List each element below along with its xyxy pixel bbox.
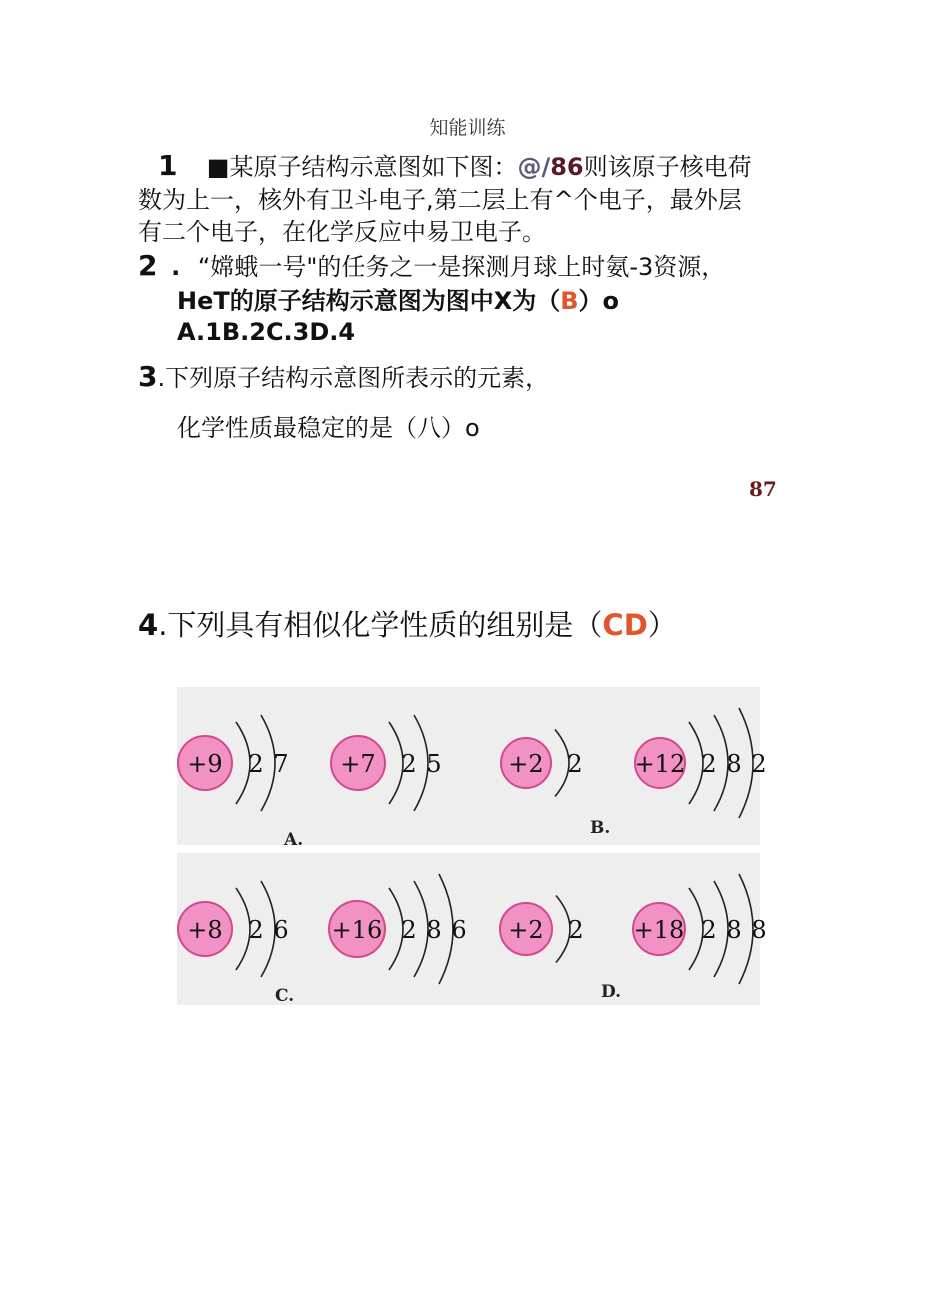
question-2-line-2-suffix: ）o xyxy=(578,287,620,315)
electron-count: 8 xyxy=(426,916,442,944)
atom-diagram xyxy=(633,874,767,984)
electron-count: 2 xyxy=(401,750,417,778)
atom-diagram xyxy=(331,715,442,811)
atom-diagram xyxy=(178,715,289,811)
electron-count: 7 xyxy=(273,750,289,778)
atom-diagram xyxy=(329,874,467,984)
question-2-line-2 xyxy=(177,285,619,317)
question-1-line-2: 数为上一，核外有卫斗电子,第二层上有^个电子，最外层 xyxy=(138,186,742,214)
electron-count: 8 xyxy=(751,916,767,944)
question-2-answer: B xyxy=(560,287,579,315)
question-2-line-1-text: “嫦蛾一号"的任务之一是探测月球上时氨-3资源， xyxy=(197,253,726,281)
question-3-line-2: 化学性质最稳定的是（八）o xyxy=(177,414,480,442)
question-4-text-prefix: .下列具有相似化学性质的组别是（ xyxy=(158,608,603,642)
electron-count: 8 xyxy=(726,750,742,778)
question-4-text-suffix: ） xyxy=(647,608,677,642)
question-1-line-1 xyxy=(158,150,752,183)
option-label: C. xyxy=(275,986,295,1006)
nucleus-charge: +7 xyxy=(340,750,376,778)
question-4-answer: CD xyxy=(602,608,648,642)
question-2-dot: . xyxy=(171,253,181,281)
page-title: 知能训练 xyxy=(429,117,506,139)
atom-diagram xyxy=(635,708,767,818)
question-3-number: 3 xyxy=(138,360,158,393)
atom-diagram-row-ab xyxy=(177,687,767,850)
atom-diagram xyxy=(178,881,289,977)
atom-diagram xyxy=(501,730,583,797)
question-2-options: A.1B.2C.3D.4 xyxy=(177,318,356,346)
nucleus-charge: +2 xyxy=(508,916,544,944)
nucleus-charge: +18 xyxy=(633,916,685,944)
question-2-line-2-prefix: HeT的原子结构示意图为图中X为（ xyxy=(177,287,561,315)
question-4 xyxy=(138,603,677,644)
question-1-line-1-prefix: ■某原子结构示意图如下图： xyxy=(206,153,518,181)
option-label: D. xyxy=(601,982,622,1002)
question-3-line-1 xyxy=(138,361,549,394)
question-2-line-1 xyxy=(138,250,725,283)
question-4-number: 4 xyxy=(138,608,159,642)
nucleus-charge: +8 xyxy=(187,916,223,944)
electron-count: 2 xyxy=(568,916,584,944)
question-1-number: 1 xyxy=(158,149,178,182)
question-2-number: 2 xyxy=(138,249,158,282)
nucleus-charge: +2 xyxy=(508,750,544,778)
atom-symbol-text: @/ xyxy=(517,153,551,181)
electron-count: 2 xyxy=(248,750,264,778)
nucleus-charge: +12 xyxy=(634,750,686,778)
question-3-line-1-text: .下列原子结构示意图所表示的元素， xyxy=(157,364,550,392)
atom-diagram-panel-cd xyxy=(177,853,767,1006)
electron-count: 6 xyxy=(451,916,467,944)
option-label: A. xyxy=(284,830,304,850)
electron-count: 5 xyxy=(426,750,442,778)
atom-diagram-row-cd xyxy=(177,853,767,1006)
electron-count: 2 xyxy=(751,750,767,778)
atom-code-text: 86 xyxy=(550,153,584,181)
electron-count: 8 xyxy=(726,916,742,944)
nucleus-charge: +9 xyxy=(187,750,223,778)
nucleus-charge: +16 xyxy=(331,916,383,944)
atom-diagram-panel-ab xyxy=(177,687,767,850)
atom-diagram xyxy=(500,896,584,963)
electron-count: 2 xyxy=(701,916,717,944)
question-1-line-3: 有二个电子，在化学反应中易卫电子。 xyxy=(138,218,546,246)
electron-count: 2 xyxy=(248,916,264,944)
page-number: 87 xyxy=(749,477,777,501)
electron-count: 2 xyxy=(401,916,417,944)
electron-count: 6 xyxy=(273,916,289,944)
question-1-line-1-suffix: 则该原子核电荷 xyxy=(583,153,752,181)
electron-count: 2 xyxy=(567,750,583,778)
option-label: B. xyxy=(590,818,611,838)
electron-count: 2 xyxy=(701,750,717,778)
